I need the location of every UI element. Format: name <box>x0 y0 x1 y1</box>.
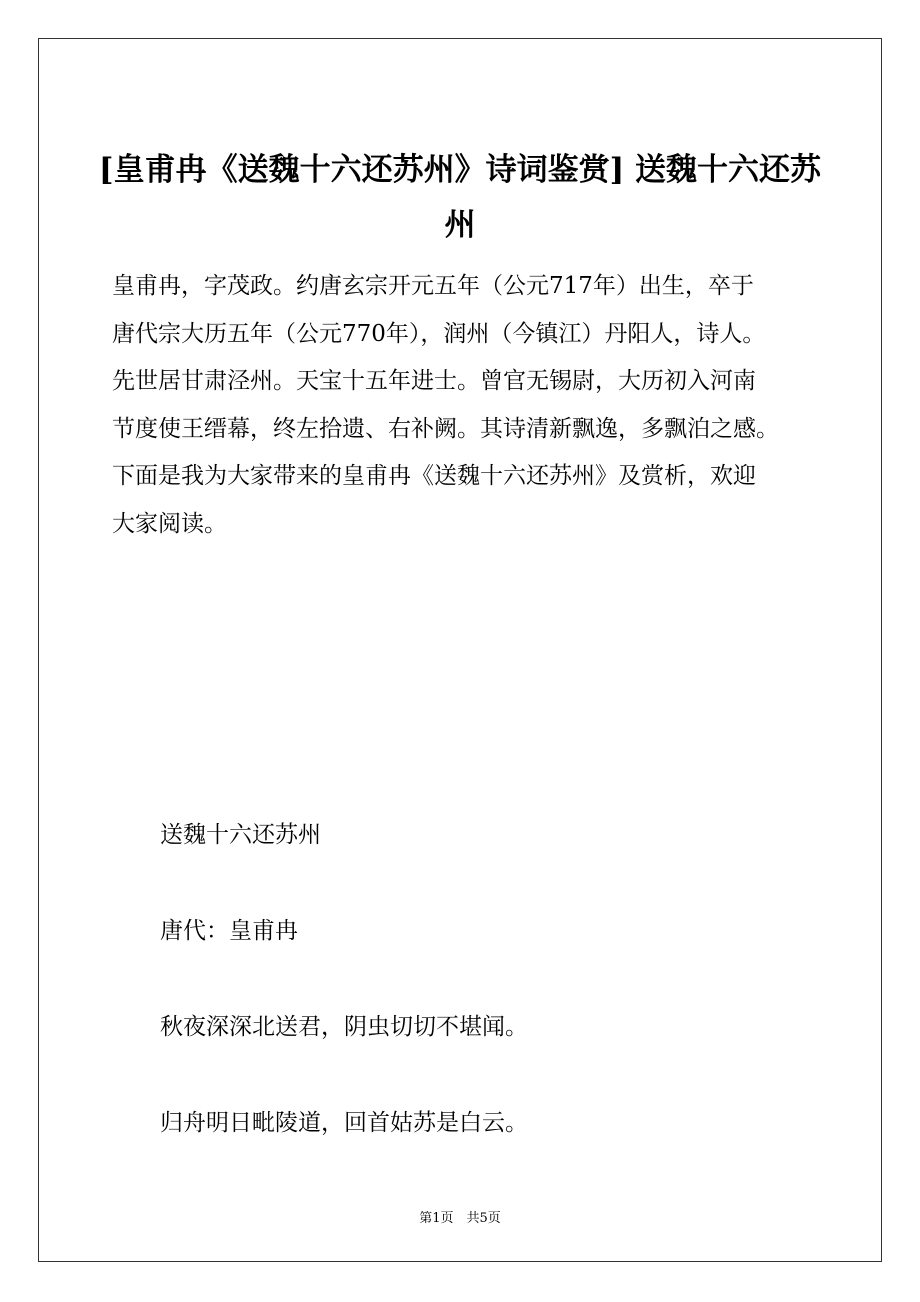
intro-line: 下面是我为大家带来的皇甫冉《送魏十六还苏州》及赏析，欢迎 <box>112 463 756 489</box>
intro-line: 先世居甘肃泾州。天宝十五年进士。曾官无锡尉，大历初入河南 <box>112 368 756 394</box>
intro-paragraph <box>112 263 812 548</box>
intro-line: 皇甫冉，字茂政。约唐玄宗开元五年（公元717年）出生，卒于 <box>112 273 754 299</box>
poem-author: 唐代：皇甫冉 <box>160 918 298 944</box>
poem-line: 秋夜深深北送君，阴虫切切不堪闻。 <box>160 1014 528 1040</box>
poem-line: 归舟明日毗陵道，回首姑苏是白云。 <box>160 1110 528 1136</box>
poem-title: 送魏十六还苏州 <box>160 822 321 848</box>
page-number: 第1页 共5页 <box>419 1211 501 1226</box>
document-title: [皇甫冉《送魏十六还苏州》诗词鉴赏] 送魏十六还苏州 <box>98 152 822 243</box>
intro-line: 唐代宗大历五年（公元770年），润州（今镇江）丹阳人，诗人。 <box>112 320 766 347</box>
intro-line: 大家阅读。 <box>112 510 227 537</box>
intro-line: 节度使王缙幕，终左拾遗、右补阙。其诗清新飘逸，多飘泊之感。 <box>112 415 779 442</box>
